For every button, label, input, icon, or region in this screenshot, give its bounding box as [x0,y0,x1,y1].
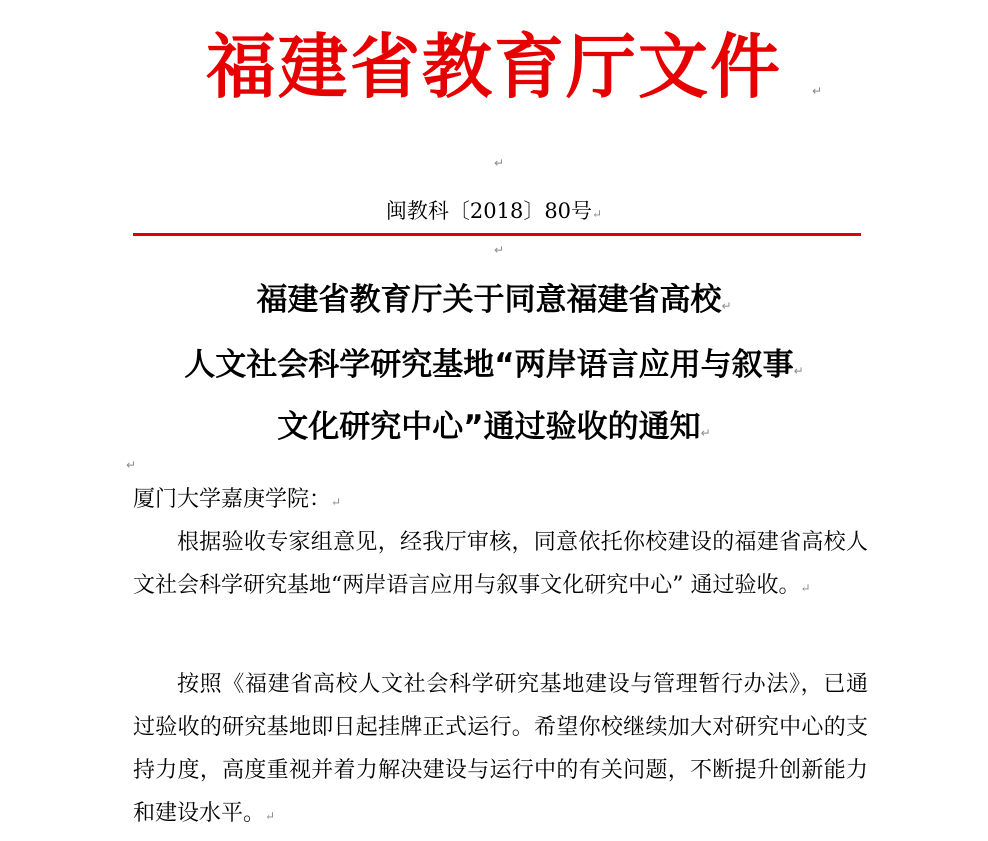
paragraph-mark-icon: ↵ [126,458,137,472]
body-paragraph-2 [133,663,868,838]
paragraph-mark-icon: ↵ [793,364,804,378]
document-title-line-1-text: 福建省教育厅关于同意福建省高校 [256,282,722,318]
red-separator-line [133,233,861,236]
document-header-title: 福建省教育厅文件 [206,25,782,108]
paragraph-mark-icon: ↵ [700,426,711,440]
body-paragraph-2-text: 按照《福建省高校人文社会科学研究基地建设与管理暂行办法》，已通过验收的研究基地即日起挂牌正式运行。希望你校继续加大对研究中心的支持力度，高度重视并着力解决建设与运行中的有关问题，不断提升创新能力和建设水平。 [133,672,868,826]
document-title-line-1 [0,278,988,328]
body-paragraph-1 [133,521,868,610]
addressee-text: 厦门大学嘉庚学院： [133,487,332,512]
document-title-line-3-text: 文化研究中心”通过验收的通知 [277,409,701,445]
paragraph-mark-icon: ↵ [592,207,603,221]
paragraph-mark-icon: ↵ [812,84,823,98]
paragraph-mark-icon: ↵ [331,495,342,509]
paragraph-mark-icon: ↵ [265,809,276,823]
document-number-text: 闽教科〔2018〕80号 [385,199,593,223]
document-title-line-2 [0,343,988,393]
paragraph-mark-icon: ↵ [800,581,811,595]
document-title-line-2-text: 人文社会科学研究基地“两岸语言应用与叙事 [184,347,794,383]
paragraph-mark-icon: ↵ [494,156,505,170]
document-title-line-3 [0,405,988,455]
paragraph-mark-icon: ↵ [494,243,505,257]
document-number [0,196,988,229]
addressee [133,478,868,524]
paragraph-mark-icon: ↵ [721,299,732,313]
body-paragraph-1-text: 根据验收专家组意见，经我厅审核，同意依托你校建设的福建省高校人文社会科学研究基地“两岸语言应用与叙事文化研究中心” 通过验收。 [133,530,868,598]
